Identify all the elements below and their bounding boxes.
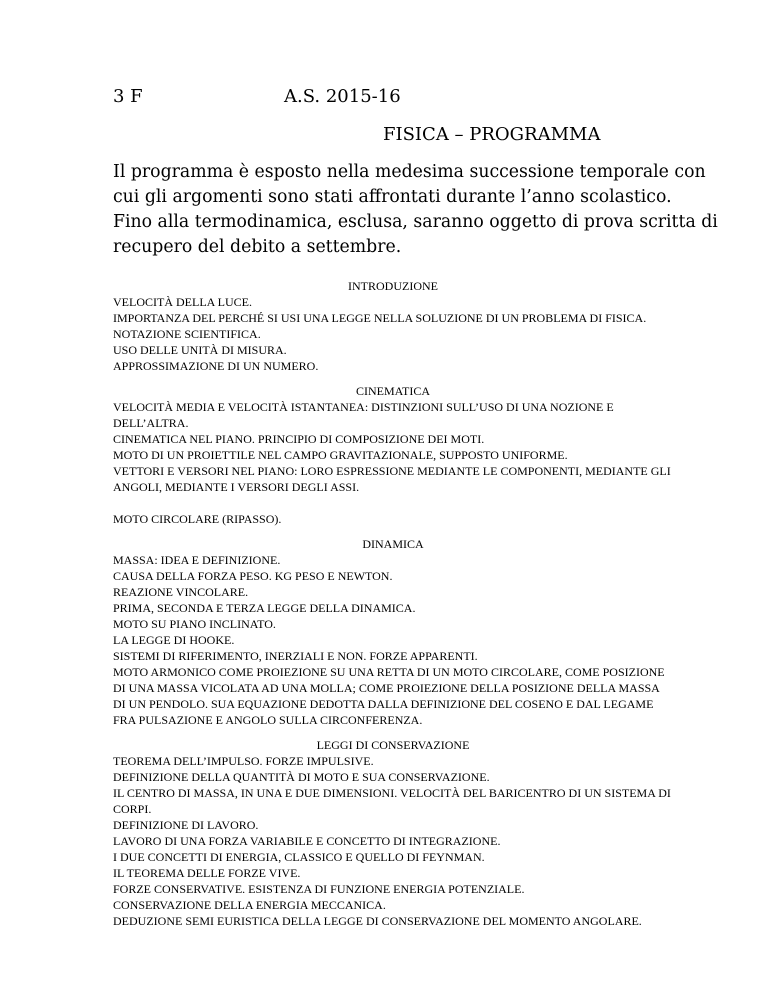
section-gap bbox=[113, 728, 673, 737]
section-line: LAVORO DI UNA FORZA VARIABILE E CONCETTO DI INTEGRAZIONE. bbox=[113, 834, 501, 848]
section-line: LA LEGGE DI HOOKE. bbox=[113, 633, 235, 647]
section-line: I DUE CONCETTI DI ENERGIA, CLASSICO E QUELLO DI FEYNMAN. bbox=[113, 850, 485, 864]
section-line: IL CENTRO DI MASSA, IN UNA E DUE DIMENSIONI. VELOCITÀ DEL BARICENTRO DI UN SISTEMA DI CORPI. bbox=[113, 786, 671, 816]
section-gap bbox=[113, 374, 673, 383]
section-line: MOTO ARMONICO COME PROIEZIONE SU UNA RETTA DI UN MOTO CIRCOLARE, COME POSIZIONE DI UNA MASSA VICOLATA AD UNA MOLLA; COME PROIEZIONE DELLA POSIZIONE DELLA MASSA DI UN PENDOLO. SUA EQUAZIONE DEDOTTA DALLA DEFINIZIONE DEL COSENO E DAL LEGAME FRA PULSAZIONE E ANGOLO SULLA CIRCONFERENZA. bbox=[113, 665, 665, 727]
section-line: VETTORI E VERSORI NEL PIANO: LORO ESPRESSIONE MEDIANTE LE COMPONENTI, MEDIANTE GLI ANGOLI, MEDIANTE I VERSORI DEGLI ASSI. bbox=[113, 464, 671, 494]
intro-line: Il programma è esposto nella medesima successione temporale con bbox=[113, 162, 706, 182]
section-line: PRIMA, SECONDA E TERZA LEGGE DELLA DINAMICA. bbox=[113, 601, 416, 615]
section-line: CAUSA DELLA FORZA PESO. KG PESO E NEWTON. bbox=[113, 569, 393, 583]
section-line: USO DELLE UNITÀ DI MISURA. bbox=[113, 343, 287, 357]
section-dinamica bbox=[113, 536, 673, 728]
program-sections bbox=[113, 278, 673, 929]
section-line: CINEMATICA NEL PIANO. PRINCIPIO DI COMPOSIZIONE DEI MOTI. bbox=[113, 432, 485, 446]
section-line: SISTEMI DI RIFERIMENTO, INERZIALI E NON. FORZE APPARENTI. bbox=[113, 649, 478, 663]
section-introduzione bbox=[113, 278, 673, 374]
section-line: FORZE CONSERVATIVE. ESISTENZA DI FUNZIONE ENERGIA POTENZIALE. bbox=[113, 882, 525, 896]
intro-line: recupero del debito a settembre. bbox=[113, 237, 402, 257]
subject-title: FISICA – PROGRAMMA bbox=[383, 124, 601, 145]
intro-paragraph bbox=[113, 160, 718, 260]
section-heading: DINAMICA bbox=[362, 537, 424, 551]
section-gap bbox=[113, 527, 673, 536]
section-line: TEOREMA DELL’IMPULSO. FORZE IMPULSIVE. bbox=[113, 754, 374, 768]
section-line: MOTO SU PIANO INCLINATO. bbox=[113, 617, 276, 631]
section-heading: LEGGI DI CONSERVAZIONE bbox=[316, 738, 470, 752]
section-line: DEDUZIONE SEMI EURISTICA DELLA LEGGE DI CONSERVAZIONE DEL MOMENTO ANGOLARE. bbox=[113, 914, 642, 928]
section-heading: INTRODUZIONE bbox=[348, 279, 438, 293]
section-line: IMPORTANZA DEL PERCHÉ SI USI UNA LEGGE NELLA SOLUZIONE DI UN PROBLEMA DI FISICA. bbox=[113, 311, 647, 325]
class-label: 3 F bbox=[113, 86, 143, 107]
section-line: DEFINIZIONE DI LAVORO. bbox=[113, 818, 259, 832]
section-line: REAZIONE VINCOLARE. bbox=[113, 585, 249, 599]
section-line: MOTO CIRCOLARE (RIPASSO). bbox=[113, 512, 282, 526]
section-cinematica bbox=[113, 383, 673, 527]
intro-line: Fino alla termodinamica, esclusa, saranno oggetto di prova scritta di bbox=[113, 212, 718, 232]
section-line: MASSA: IDEA E DEFINIZIONE. bbox=[113, 553, 281, 567]
section-line: VELOCITÀ DELLA LUCE. bbox=[113, 295, 252, 309]
section-line: CONSERVAZIONE DELLA ENERGIA MECCANICA. bbox=[113, 898, 386, 912]
line-gap bbox=[113, 495, 673, 511]
section-heading: CINEMATICA bbox=[356, 384, 430, 398]
section-line: VELOCITÀ MEDIA E VELOCITÀ ISTANTANEA: DISTINZIONI SULL’USO DI UNA NOZIONE E DELL’ALTRA. bbox=[113, 400, 614, 430]
section-line: NOTAZIONE SCIENTIFICA. bbox=[113, 327, 261, 341]
section-line: APPROSSIMAZIONE DI UN NUMERO. bbox=[113, 359, 319, 373]
section-line: IL TEOREMA DELLE FORZE VIVE. bbox=[113, 866, 301, 880]
section-line: MOTO DI UN PROIETTILE NEL CAMPO GRAVITAZIONALE, SUPPOSTO UNIFORME. bbox=[113, 448, 568, 462]
school-year: A.S. 2015-16 bbox=[284, 86, 401, 107]
intro-line: cui gli argomenti sono stati affrontati durante l’anno scolastico. bbox=[113, 187, 672, 207]
section-line: DEFINIZIONE DELLA QUANTITÀ DI MOTO E SUA CONSERVAZIONE. bbox=[113, 770, 490, 784]
section-leggi-di-conservazione bbox=[113, 737, 673, 929]
